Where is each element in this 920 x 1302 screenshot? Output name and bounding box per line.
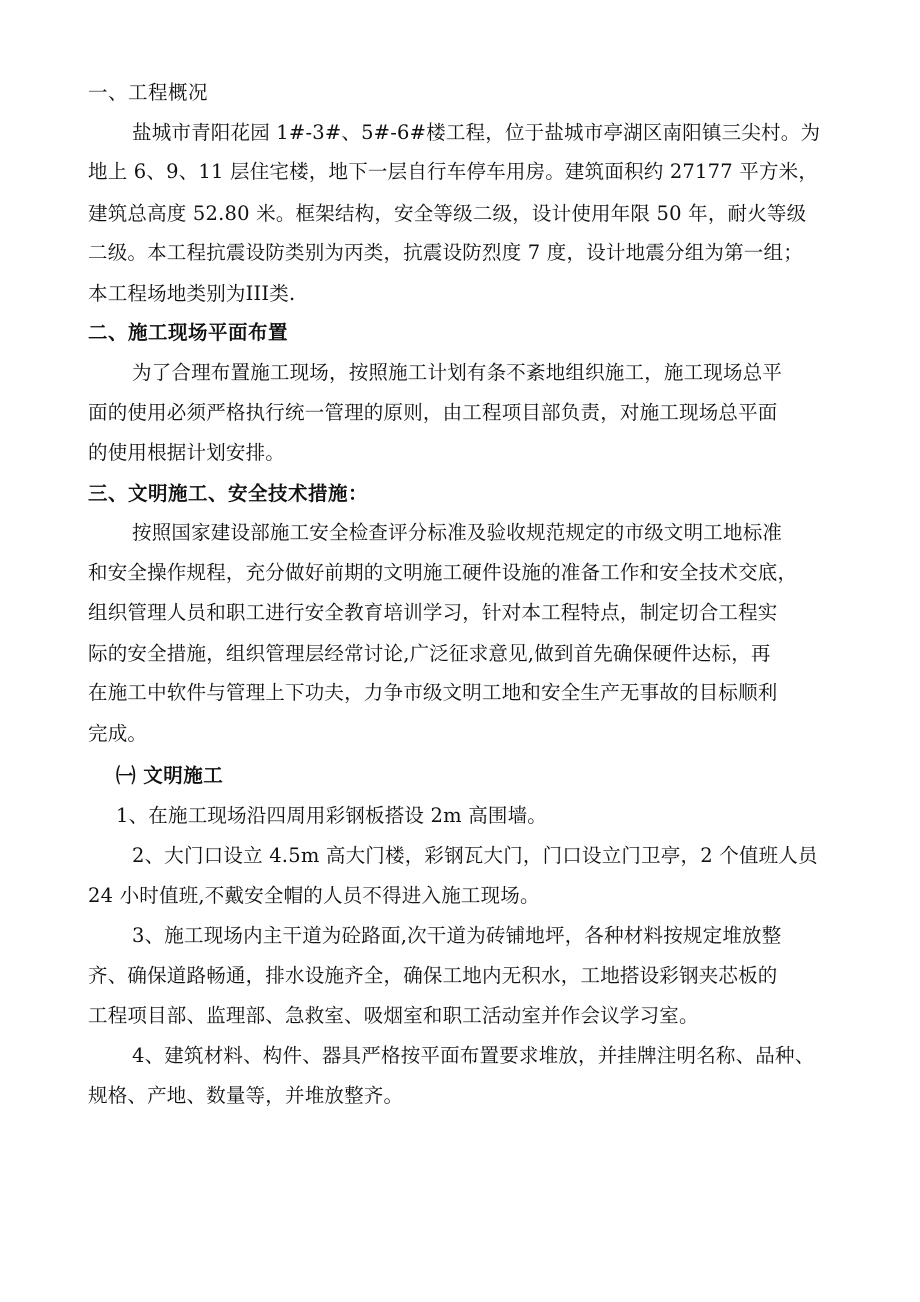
paragraph-line: 建筑总高度 52.80 米。框架结构，安全等级二级，设计使用年限 50 年，耐火等级 [88, 202, 807, 225]
section-heading-safety: 三、文明施工、安全技术措施： [88, 482, 369, 505]
section-heading-site-layout: 二、施工现场平面布置 [88, 321, 289, 344]
paragraph-line: 盐城市青阳花园 1#-3#、5#-6#楼工程，位于盐城市亭湖区南阳镇三尖村。为 [132, 121, 821, 144]
paragraph-line: 在施工中软件与管理上下功夫，力争市级文明工地和安全生产无事故的目标顺利 [88, 681, 778, 704]
paragraph-line: 按照国家建设部施工安全检查评分标准及验收规范规定的市级文明工地标准 [132, 521, 783, 544]
paragraph-line: 际的安全措施，组织管理层经常讨论,广泛征求意见,做到首先确保硬件达标，再 [88, 642, 771, 665]
paragraph-line: 为了合理布置施工现场，按照施工计划有条不紊地组织施工，施工现场总平 [132, 361, 783, 384]
paragraph-line: 组织管理人员和职工进行安全教育培训学习，针对本工程特点，制定切合工程实 [88, 601, 778, 624]
paragraph-line: 完成。 [88, 722, 148, 745]
paragraph-line: 面的使用必须严格执行统一管理的原则，由工程项目部负责，对施工现场总平面 [88, 401, 778, 424]
section-heading-overview: 一、工程概况 [88, 81, 209, 104]
subsection-heading-civilized-construction: ㈠ 文明施工 [116, 764, 224, 787]
list-item-line: 2、大门口设立 4.5m 高大门楼，彩钢瓦大门，门口设立门卫亭，2 个值班人员 [132, 844, 818, 867]
paragraph-line: 本工程场地类别为III类. [88, 282, 296, 305]
paragraph-line: 的使用根据计划安排。 [88, 441, 286, 464]
list-item-line: 工程项目部、监理部、急救室、吸烟室和职工活动室并作会议学习室。 [88, 1004, 699, 1027]
list-item-line: 规格、产地、数量等，并堆放整齐。 [88, 1084, 404, 1107]
list-item-line: 1、在施工现场沿四周用彩钢板搭设 2m 高围墙。 [116, 804, 548, 827]
list-item-line: 3、施工现场内主干道为砼路面,次干道为砖铺地坪，各种材料按规定堆放整 [132, 924, 782, 947]
list-item-line: 24 小时值班,不戴安全帽的人员不得进入施工现场。 [88, 884, 540, 907]
list-item-line: 齐、确保道路畅通，排水设施齐全，确保工地内无积水，工地搭设彩钢夹芯板的 [88, 964, 778, 987]
paragraph-line: 二级。本工程抗震设防类别为丙类，抗震设防烈度 7 度，设计地震分组为第一组； [88, 241, 803, 264]
list-item-line: 4、建筑材料、构件、器具严格按平面布置要求堆放，并挂牌注明名称、品种、 [132, 1044, 815, 1067]
paragraph-line: 和安全操作规程，充分做好前期的文明施工硬件设施的准备工作和安全技术交底， [88, 561, 798, 584]
paragraph-line: 地上 6、9、11 层住宅楼，地下一层自行车停车用房。建筑面积约 27177 平方米， [88, 160, 819, 183]
